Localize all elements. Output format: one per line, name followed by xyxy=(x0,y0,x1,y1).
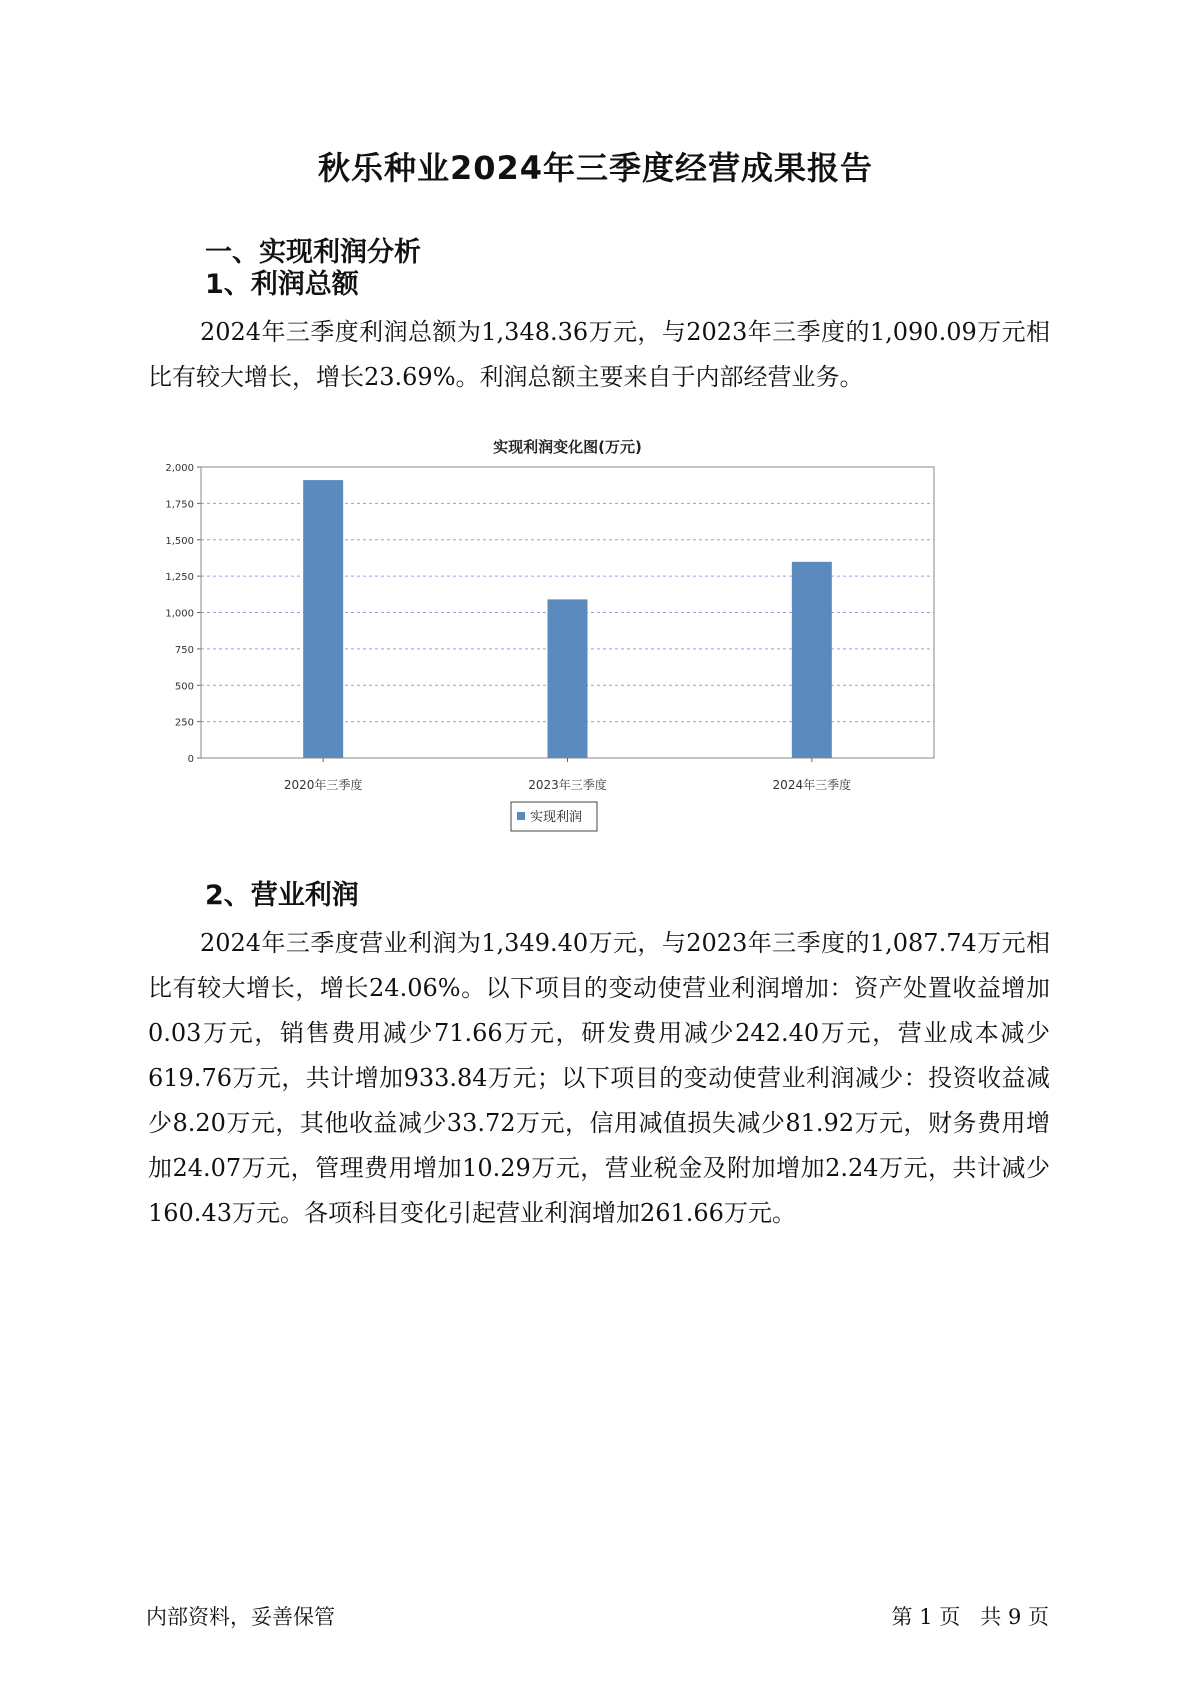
bar-2 xyxy=(548,599,588,758)
x-tick-label: 2020年三季度 xyxy=(283,778,363,792)
footer-page-number: 第 1 页 共 9 页 xyxy=(891,1605,1049,1629)
bar-1 xyxy=(303,480,343,758)
page-title: 秋乐种业2024年三季度经营成果报告 xyxy=(317,149,874,187)
subheading-operating-profit: 2、营业利润 xyxy=(205,880,359,911)
y-tick-label: 0 xyxy=(187,754,194,765)
y-tick-label: 1,750 xyxy=(165,499,194,511)
x-tick-label: 2024年三季度 xyxy=(772,778,852,792)
footer-confidential-note: 内部资料，妥善保管 xyxy=(146,1605,335,1629)
y-tick-label: 1,250 xyxy=(165,572,194,584)
paragraph-operating-profit: 2024年三季度营业利润为1,349.40万元，与2023年三季度的1,087.74万元相比有较大增长，增长24.06%。以下项目的变动使营业利润增加：资产处置收益增加0.03万元，销售费用减少71.66万元，研发费用减少242.40万元，营业成本减少619.76万元，共计增加933.84万元；以下项目的变动使营业利润减少：投资收益减少8.20万元，其他收益减少33.72万元，信用减值损失减少81.92万元，财务费用增加24.07万元，管理费用增加10.29万元，营业税金及附加增加2.24万元，共计减少160.43万元。各项科目变化引起营业利润增加261.66万元。 xyxy=(148,929,1050,1227)
y-tick-label: 1,500 xyxy=(165,535,194,547)
y-tick-label: 250 xyxy=(174,717,194,729)
paragraph-total-profit: 2024年三季度利润总额为1,348.36万元，与2023年三季度的1,090.09万元相比有较大增长，增长23.69%。利润总额主要来自于内部经营业务。 xyxy=(148,318,1050,391)
y-tick-label: 750 xyxy=(174,644,194,656)
section-heading-profit-analysis: 一、实现利润分析 xyxy=(205,237,421,268)
profit-chart xyxy=(165,438,1028,908)
y-tick-label: 1,000 xyxy=(165,608,194,620)
y-tick-label: 500 xyxy=(174,681,194,693)
legend-label: 实现利润 xyxy=(530,810,583,825)
subheading-total-profit: 1、利润总额 xyxy=(205,269,359,300)
x-tick-label: 2023年三季度 xyxy=(528,778,607,792)
profit-chart-svg xyxy=(165,438,1028,908)
y-tick-label: 2,000 xyxy=(165,463,194,474)
legend-swatch xyxy=(517,812,525,820)
chart-title: 实现利润变化图(万元) xyxy=(493,438,642,456)
bar-3 xyxy=(792,562,832,758)
